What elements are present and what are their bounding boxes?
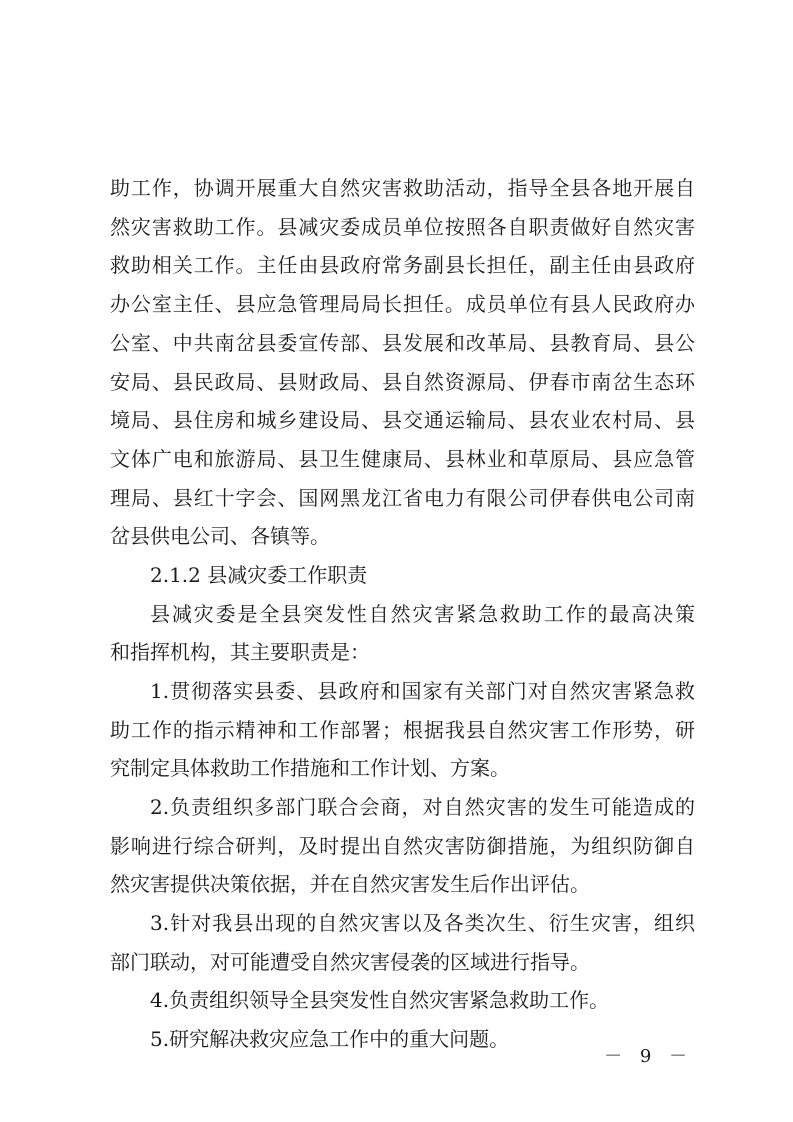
- body-text-line: 救助相关工作。主任由县政府常务副县长担任，副主任由县政府: [110, 253, 695, 277]
- list-item-line: 然灾害提供决策依据，并在自然灾害发生后作出评估。: [110, 872, 590, 896]
- body-text-line: 和指挥机构，其主要职责是：: [110, 640, 370, 664]
- list-item-line: 助工作的指示精神和工作部署；根据我县自然灾害工作形势，研: [110, 718, 695, 742]
- page-number: － 9 －: [604, 1046, 693, 1067]
- list-item-line: 1.贯彻落实县委、县政府和国家有关部门对自然灾害紧急救: [150, 679, 695, 703]
- body-text-line: 公室、中共南岔县委宣传部、县发展和改革局、县教育局、县公: [110, 331, 695, 355]
- list-item-line: 3.针对我县出现的自然灾害以及各类次生、衍生灾害，组织: [150, 911, 695, 935]
- body-text-line: 文体广电和旅游局、县卫生健康局、县林业和草原局、县应急管: [110, 447, 695, 471]
- body-text-line: 理局、县红十字会、国网黑龙江省电力有限公司伊春供电公司南: [110, 486, 695, 510]
- section-heading: 2.1.2 县减灾委工作职责: [150, 563, 368, 587]
- body-text-line: 境局、县住房和城乡建设局、县交通运输局、县农业农村局、县: [110, 408, 695, 432]
- body-text-line: 安局、县民政局、县财政局、县自然资源局、伊春市南岔生态环: [110, 370, 695, 394]
- body-text-line: 县减灾委是全县突发性自然灾害紧急救助工作的最高决策: [150, 602, 695, 626]
- body-text-line: 岔县供电公司、各镇等。: [110, 524, 330, 548]
- body-text-line: 助工作，协调开展重大自然灾害救助活动，指导全县各地开展自: [110, 176, 695, 200]
- list-item-line: 5.研究解决救灾应急工作中的重大问题。: [150, 1027, 510, 1051]
- list-item-line: 部门联动，对可能遭受自然灾害侵袭的区域进行指导。: [110, 950, 590, 974]
- body-text-line: 办公室主任、县应急管理局局长担任。成员单位有县人民政府办: [110, 292, 695, 316]
- list-item-line: 2.负责组织多部门联合会商，对自然灾害的发生可能造成的: [150, 795, 695, 819]
- body-text-line: 然灾害救助工作。县减灾委成员单位按照各自职责做好自然灾害: [110, 215, 695, 239]
- list-item-line: 究制定具体救助工作措施和工作计划、方案。: [110, 756, 510, 780]
- list-item-line: 影响进行综合研判，及时提出自然灾害防御措施，为组织防御自: [110, 834, 695, 858]
- list-item-line: 4.负责组织领导全县突发性自然灾害紧急救助工作。: [150, 988, 610, 1012]
